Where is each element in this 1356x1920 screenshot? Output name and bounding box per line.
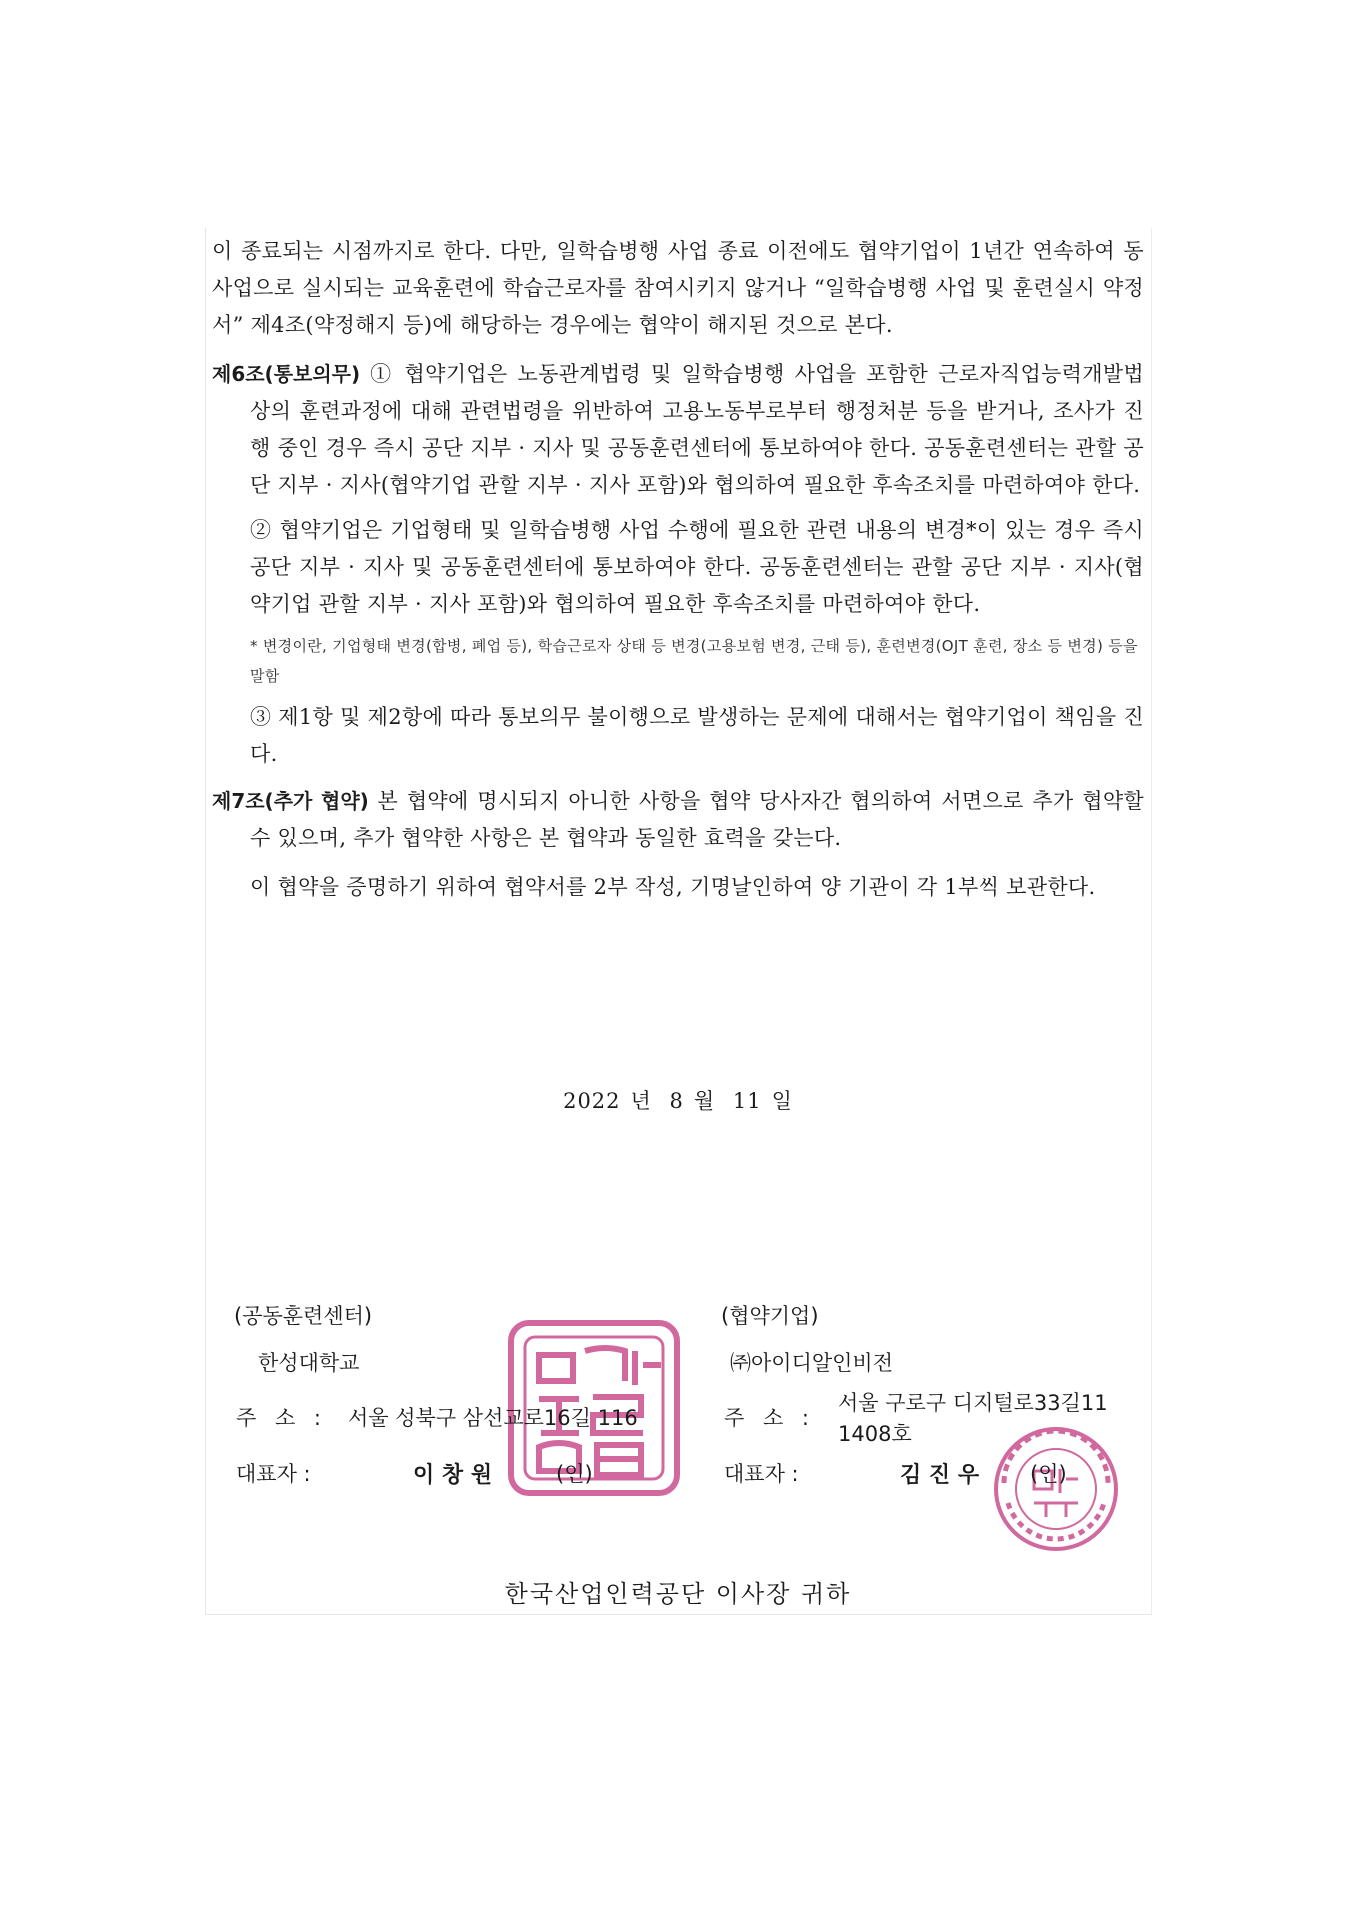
center-rep-label: 대표자 : — [236, 1462, 311, 1486]
center-rep-name: 이 창 원 — [413, 1463, 493, 1488]
article7-heading: 제7조(추가 협약) — [212, 789, 369, 813]
company-seal-mark: (인) — [1030, 1462, 1067, 1486]
addressee: 한국산업인력공단 이사장 귀하 — [504, 1580, 852, 1608]
article6-clause2: ② 협약기업은 기업형태 및 일학습병행 사업 수행에 필요한 관련 내용의 변경*이 있는 경우 즉시 공단 지부 · 지사 및 공동훈련센터에 통보하여야 한다. 공동훈련센터는 관할 공단 지부 · 지사(협약기업 관할 지부 · 지사 포함)와 협의하여 필요한 후속조치를 마련하여야 한다. — [250, 518, 1144, 616]
date-month: 8 — [669, 1089, 684, 1113]
company-address-label: 주 소 : — [724, 1406, 815, 1430]
company-rep-label: 대표자 : — [724, 1462, 799, 1486]
center-address-label: 주 소 : — [236, 1406, 327, 1430]
date-day: 11 — [732, 1089, 762, 1113]
date-day-unit: 일 — [771, 1089, 793, 1113]
date-year: 2022 — [563, 1089, 621, 1113]
center-address: 서울 성북구 삼선교로16길 116 — [348, 1406, 638, 1430]
center-name: 한성대학교 — [258, 1351, 360, 1375]
article6-clause1-text: ① 협약기업은 노동관계법령 및 일학습병행 사업을 포함한 근로자직업능력개발법 상의 훈련과정에 대해 관련법령을 위반하여 고용노동부로부터 행정처분 등을 받거나, 조사가 진행 중인 경우 즉시 공단 지부 · 지사 및 공동훈련센터에 통보하여야 한다. 공동훈련센터는 관할 공단 지부 · 지사(협약기업 관할 지부 · 지사 포함)와 협의하여 필요한 후속조치를 마련하여야 한다. — [250, 362, 1144, 497]
closing-statement: 이 협약을 증명하기 위하여 협약서를 2부 작성, 기명날인하여 양 기관이 각 1부씩 보관한다. — [250, 875, 1096, 899]
company-address-line2: 1408호 — [838, 1422, 912, 1446]
article7-text: 본 협약에 명시되지 아니한 사항을 협약 당사자간 협의하여 서면으로 추가 협약할 수 있으며, 추가 협약한 사항은 본 협약과 동일한 효력을 갖는다. — [250, 789, 1144, 850]
company-address-line1: 서울 구로구 디지털로33길11 — [838, 1391, 1108, 1415]
center-seal-mark: (인) — [556, 1462, 593, 1486]
article5-continuation: 이 종료되는 시점까지로 한다. 다만, 일학습병행 사업 종료 이전에도 협약기업이 1년간 연속하여 동 사업으로 실시되는 교육훈련에 학습근로자를 참여시키지 않거나 “일학습병행 사업 및 훈련실시 약정서” 제4조(약정해지 등)에 해당하는 경우에는 협약이 해지된 것으로 본다. — [212, 239, 1144, 337]
company-name: ㈜아이디알인비전 — [730, 1351, 894, 1375]
company-heading: (협약기업) — [721, 1304, 819, 1328]
company-rep-name: 김 진 우 — [900, 1463, 980, 1488]
article6-note: * 변경이란, 기업형태 변경(합병, 폐업 등), 학습근로자 상태 등 변경(고용보험 변경, 근태 등), 훈련변경(OJT 훈련, 장소 등 변경) 등을 말함 — [250, 637, 1138, 685]
date-month-unit: 월 — [693, 1089, 716, 1113]
article6-clause3: ③ 제1항 및 제2항에 따라 통보의무 불이행으로 발생하는 문제에 대해서는 협약기업이 책임을 진다. — [250, 705, 1145, 766]
date-year-unit: 년 — [630, 1089, 652, 1113]
center-heading: (공동훈련센터) — [234, 1304, 373, 1328]
article6-heading: 제6조(통보의무) — [212, 362, 361, 386]
